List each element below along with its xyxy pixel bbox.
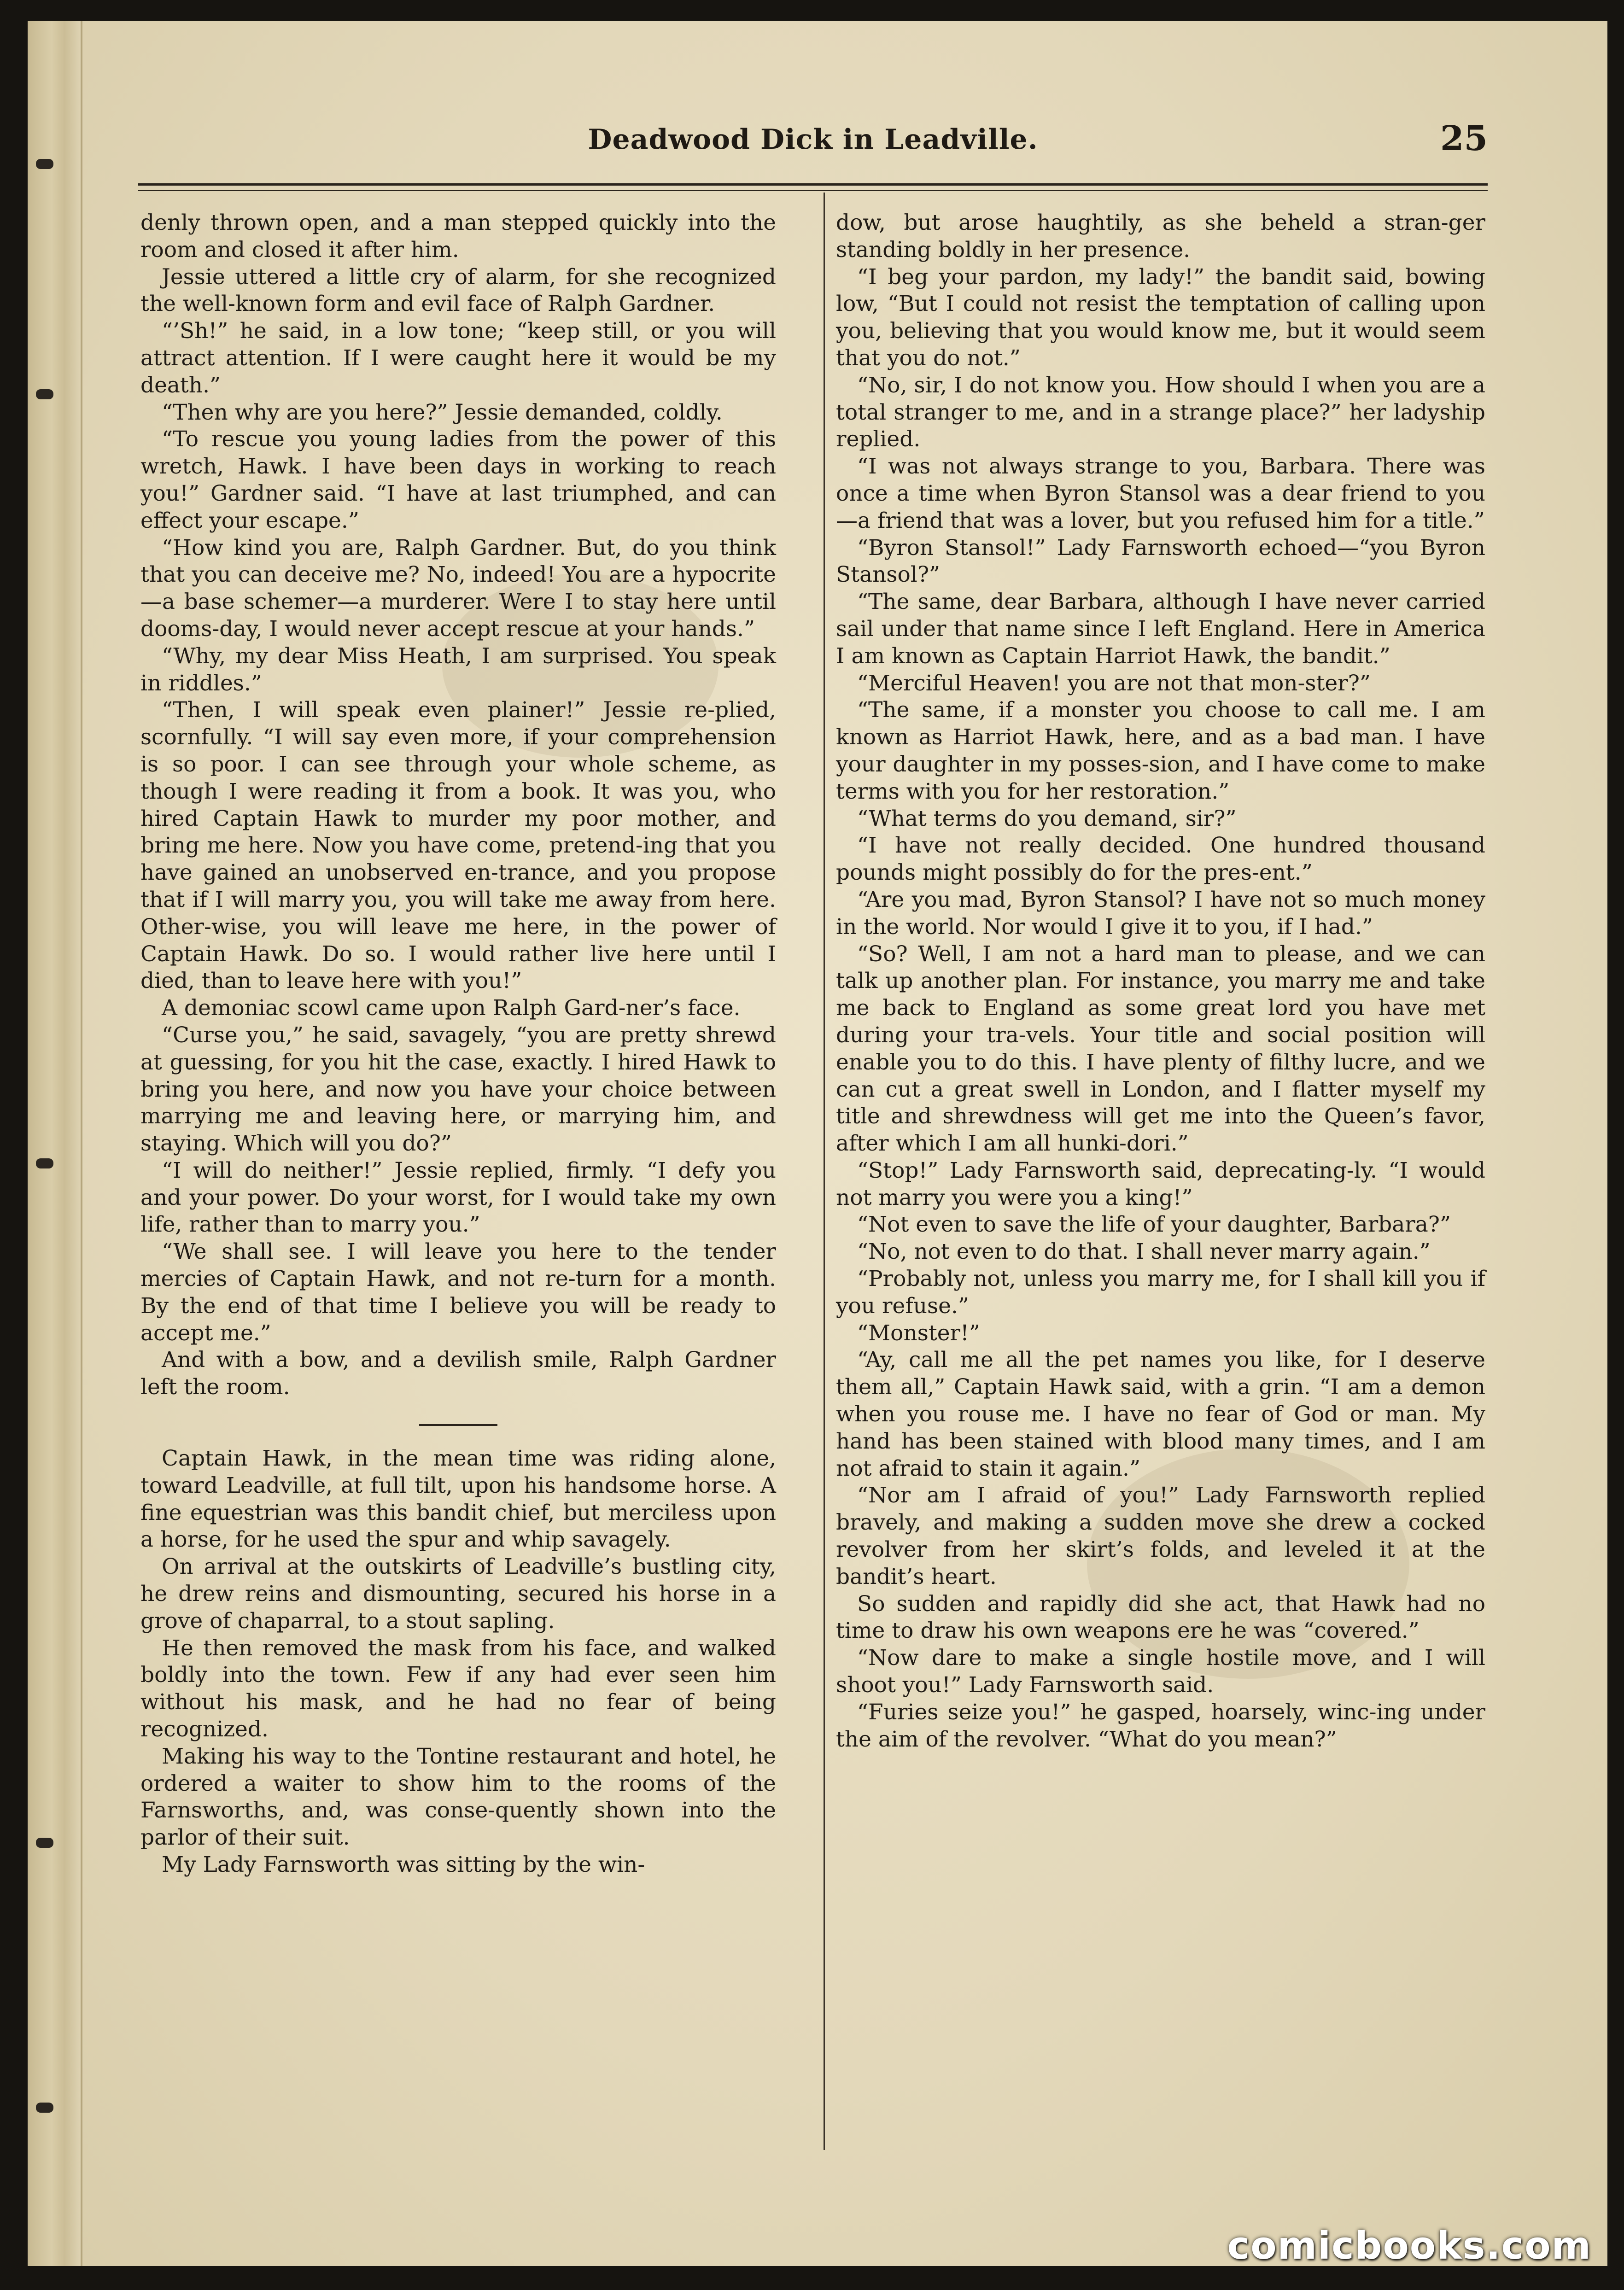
paragraph: “Merciful Heaven! you are not that mon-ster?” [857,670,1371,696]
paragraph: He then removed the mask from his face, and walked boldly into the town. Few if any had ever seen him without his mask, and he had no fear of being recognized. [140,1635,776,1742]
paragraph: “I was not always strange to you, Barbara. There was once a time when Byron Stansol was a dear friend to you—a friend that was a lover, but you refused him for a title.” [836,454,1485,533]
paragraph: “To rescue you young ladies from the power of this wretch, Hawk. I have been days in working to reach you!” Gardner said. “I have at last triumphed, and can effect your escape.” [140,426,776,533]
paragraph: “The same, if a monster you choose to call me. I am known as Harriot Hawk, here, and as a bad man. I have your daughter in my posses-sion, and I have come to make terms with you for her restoration.” [836,697,1485,804]
paragraph: So sudden and rapidly did she act, that Hawk had no time to draw his own weapons ere he was “covered.” [836,1591,1485,1644]
paragraph: On arrival at the outskirts of Leadville’s bustling city, he drew reins and dismounting, secured his horse in a grove of chaparral, to a stout sapling. [140,1554,776,1634]
paragraph: “How kind you are, Ralph Gardner. But, do you think that you can deceive me? No, indeed! You are a hypocrite—a base schemer—a murderer. Were I to stay here until dooms-day, I would never accept rescue at your hands.” [140,535,776,642]
paragraph: “Byron Stansol!” Lady Farnsworth echoed—“you Byron Stansol?” [836,535,1485,588]
page-header [138,110,1488,165]
paragraph: “Ay, call me all the pet names you like, for I deserve them all,” Captain Hawk said, with a grin. “I am a demon when you rouse me. I have no fear of God or man. My hand has been stained with blood many times, and I am not afraid to stain it again.” [836,1347,1485,1481]
paragraph: “Probably not, unless you marry me, for I shall kill you if you refuse.” [836,1266,1485,1319]
paragraph: “’Sh!” he said, in a low tone; “keep still, or you will attract attention. If I were caught here it would be my death.” [140,318,776,398]
paragraph: “Stop!” Lady Farnsworth said, deprecating-ly. “I would not marry you were you a king!” [836,1157,1485,1210]
left-column [140,210,776,1879]
paragraph: “I have not really decided. One hundred thousand pounds might possibly do for the pres-ent.” [836,833,1485,886]
binding-stitch [36,389,53,399]
paragraph: “Then why are you here?” Jessie demanded, coldly. [162,399,723,425]
paragraph: “Why, my dear Miss Heath, I am surprised. You speak in riddles.” [140,643,776,696]
paragraph: “The same, dear Barbara, although I have never carried sail under that name since I left England. Here in America I am known as Captain Harriot Hawk, the bandit.” [836,589,1485,669]
page-spine [28,21,82,2266]
watermark-text: comicbooks.com [1227,2224,1592,2268]
paragraph: Jessie uttered a little cry of alarm, for she recognized the well-known form and evil face of Ralph Gardner. [140,264,776,317]
paragraph: A demoniac scowl came upon Ralph Gard-ner’s face. [162,995,741,1021]
paragraph: And with a bow, and a devilish smile, Ralph Gardner left the room. [140,1347,776,1400]
paragraph: “Monster!” [857,1320,980,1346]
binding-stitch [36,1158,53,1168]
paragraph: “Curse you,” he said, savagely, “you are pretty shrewd at guessing, for you hit the case, exactly. I hired Hawk to bring you here, and now you have your choice between marrying me and leaving here, or marrying him, and staying. Which will you do?” [140,1022,776,1157]
paragraph: denly thrown open, and a man stepped quickly into the room and closed it after him. [140,210,776,263]
section-break-rule [419,1424,497,1426]
paragraph: Making his way to the Tontine restaurant and hotel, he ordered a waiter to show him to the rooms of the Farnsworths, and, was conse-quently shown into the parlor of their suit. [140,1743,776,1851]
paragraph: “Are you mad, Byron Stansol? I have not so much money in the world. Nor would I give it to you, if I had.” [836,887,1485,940]
paragraph: “What terms do you demand, sir?” [857,806,1237,831]
paragraph: “I beg your pardon, my lady!” the bandit said, bowing low, “But I could not resist the temptation of calling upon you, believing that you would know me, but it would seem that you do not.” [836,264,1485,371]
paragraph: “Not even to save the life of your daughter, Barbara?” [857,1212,1451,1238]
right-column [836,210,1485,1753]
paragraph: dow, but arose haughtily, as she beheld a stran-ger standing boldly in her presence. [836,210,1485,263]
paragraph: “No, sir, I do not know you. How should I when you are a total stranger to me, and in a strange place?” her ladyship replied. [836,372,1485,452]
paragraph: “We shall see. I will leave you here to the tender mercies of Captain Hawk, and not re-turn for a month. By the end of that time I believe you will be ready to accept me.” [140,1239,776,1346]
column-divider [824,193,825,2150]
header-rule [138,183,1488,191]
paragraph: Captain Hawk, in the mean time was riding alone, toward Leadville, at full tilt, upon his handsome horse. A fine equestrian was this bandit chief, but merciless upon a horse, for he used the spur and whip savagely. [140,1446,776,1553]
paragraph: “Furies seize you!” he gasped, hoarsely, winc-ing under the aim of the revolver. “What do you mean?” [836,1699,1485,1752]
paragraph: “I will do neither!” Jessie replied, firmly. “I defy you and your power. Do your worst, for I would take my own life, rather than to marry you.” [140,1157,776,1238]
binding-stitch [36,2103,53,2113]
running-title: Deadwood Dick in Leadville. [588,123,1038,156]
paragraph: “Nor am I afraid of you!” Lady Farnsworth replied bravely, and making a sudden move she drew a cocked revolver from her skirt’s folds, and leveled it at the bandit’s heart. [836,1483,1485,1589]
paragraph: “Then, I will speak even plainer!” Jessie re-plied, scornfully. “I will say even more, if your comprehension is so poor. I can see through your whole scheme, as though I were reading it from a book. It was you, who hired Captain Hawk to murder my poor mother, and bring me here. Now you have come, pretend-ing that you have gained an unobserved en-trance, and you propose that if I will marry you, you will take me away from here. Other-wise, you will leave me here, in the power of Captain Hawk. Do so. I would rather live here until I died, than to leave here with you!” [140,697,776,994]
page-number: 25 [1440,119,1488,158]
paragraph: My Lady Farnsworth was sitting by the win- [162,1852,645,1878]
binding-stitch [36,159,53,169]
paragraph: “Now dare to make a single hostile move, and I will shoot you!” Lady Farnsworth said. [836,1645,1485,1698]
paragraph: “No, not even to do that. I shall never marry again.” [857,1239,1431,1265]
paragraph: “So? Well, I am not a hard man to please, and we can talk up another plan. For instance, you marry me and take me back to England as some great lord you have met during your tra-vels. Your title and social position will enable you to do this. I have plenty of filthy lucre, and we can cut a great swell in London, and I flatter myself my title and shrewdness will get me into the Queen’s favor, after which I am all hunki-dori.” [836,941,1485,1157]
binding-stitch [36,1838,53,1848]
